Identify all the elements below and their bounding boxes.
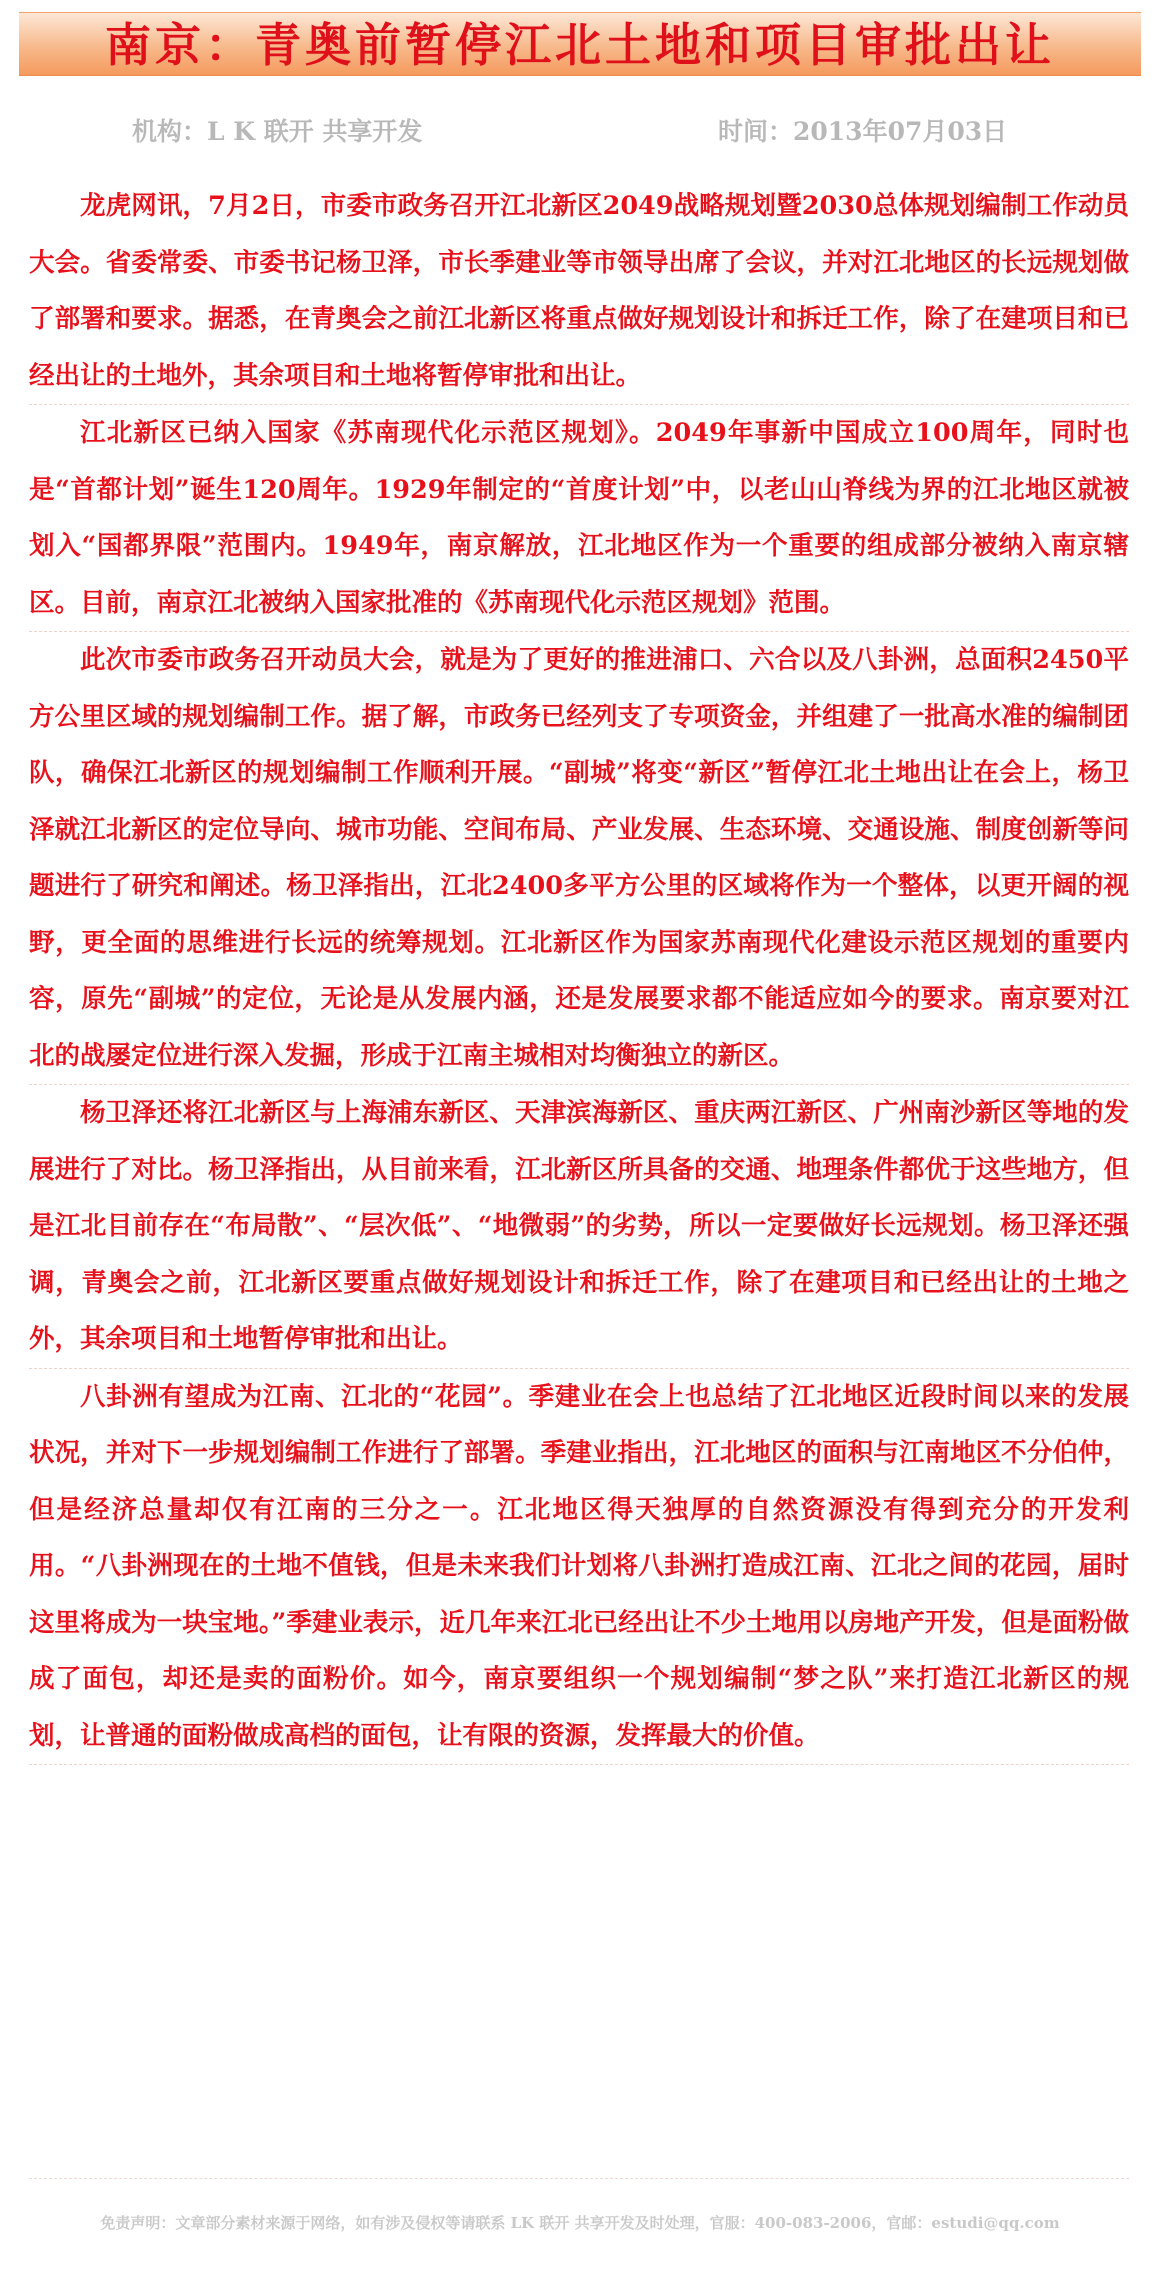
- article-meta: [0, 112, 1160, 152]
- paragraph-5: 八卦洲有望成为江南、江北的“花园”。季建业在会上也总结了江北地区近段时间以来的发展状况，并对下一步规划编制工作进行了部署。季建业指出，江北地区的面积与江南地区不分伯仲，但是经济总量却仅有江南的三分之一。江北地区得天独厚的自然资源没有得到充分的开发利用。“八卦洲现在的土地不值钱，但是未来我们计划将八卦洲打造成江南、江北之间的花园，届时这里将成为一块宝地。”季建业表示，近几年来江北已经出让不少土地用以房地产开发，但是面粉做成了面包，却还是卖的面粉价。如今，南京要组织一个规划编制“梦之队”来打造江北新区的规划，让普通的面粉做成高档的面包，让有限的资源，发挥最大的价值。: [29, 1369, 1129, 1766]
- title-banner: [19, 12, 1141, 76]
- organization-label: 机构：L K 联开 共享开发: [132, 117, 423, 146]
- footer-disclaimer: 免责声明：文章部分素材来源于网络，如有涉及侵权等请联系 LK 联开 共享开发及时处理，官服：400-083-2006，官邮：estudi@qq.com: [100, 2214, 1060, 2232]
- publish-date: 时间：2013年07月03日: [718, 117, 1008, 146]
- paragraph-1: 龙虎网讯，7月2日，市委市政务召开江北新区2049战略规划暨2030总体规划编制工作动员大会。省委常委、市委书记杨卫泽，市长季建业等市领导出席了会议，并对江北地区的长远规划做了部署和要求。据悉，在青奥会之前江北新区将重点做好规划设计和拆迁工作，除了在建项目和已经出让的土地外，其余项目和土地将暂停审批和出让。: [29, 178, 1129, 405]
- paragraph-4: 杨卫泽还将江北新区与上海浦东新区、天津滨海新区、重庆两江新区、广州南沙新区等地的发展进行了对比。杨卫泽指出，从目前来看，江北新区所具备的交通、地理条件都优于这些地方，但是江北目前存在“布局散”、“层次低”、“地微弱”的劣势，所以一定要做好长远规划。杨卫泽还强调，青奥会之前，江北新区要重点做好规划设计和拆迁工作，除了在建项目和已经出让的土地之外，其余项目和土地暂停审批和出让。: [29, 1085, 1129, 1369]
- page-title: 南京：青奥前暂停江北土地和项目审批出让: [105, 18, 1055, 72]
- paragraph-2: 江北新区已纳入国家《苏南现代化示范区规划》。2049年事新中国成立100周年，同时也是“首都计划”诞生120周年。1929年制定的“首度计划”中，以老山山脊线为界的江北地区就被划入“国都界限”范围内。1949年，南京解放，江北地区作为一个重要的组成部分被纳入南京辖区。目前，南京江北被纳入国家批准的《苏南现代化示范区规划》范围。: [29, 405, 1129, 632]
- paragraph-3: 此次市委市政务召开动员大会，就是为了更好的推进浦口、六合以及八卦洲，总面积2450平方公里区域的规划编制工作。据了解，市政务已经列支了专项资金，并组建了一批高水准的编制团队，确保江北新区的规划编制工作顺利开展。“副城”将变“新区”暂停江北土地出让在会上，杨卫泽就江北新区的定位导向、城市功能、空间布局、产业发展、生态环境、交通设施、制度创新等问题进行了研究和阐述。杨卫泽指出，江北2400多平方公里的区域将作为一个整体，以更开阔的视野，更全面的思维进行长远的统筹规划。江北新区作为国家苏南现代化建设示范区规划的重要内容，原先“副城”的定位，无论是从发展内涵，还是发展要求都不能适应如今的要求。南京要对江北的战屡定位进行深入发掘，形成于江南主城相对均衡独立的新区。: [29, 632, 1129, 1085]
- footer-divider: [29, 2178, 1129, 2179]
- article-body: [29, 178, 1129, 1765]
